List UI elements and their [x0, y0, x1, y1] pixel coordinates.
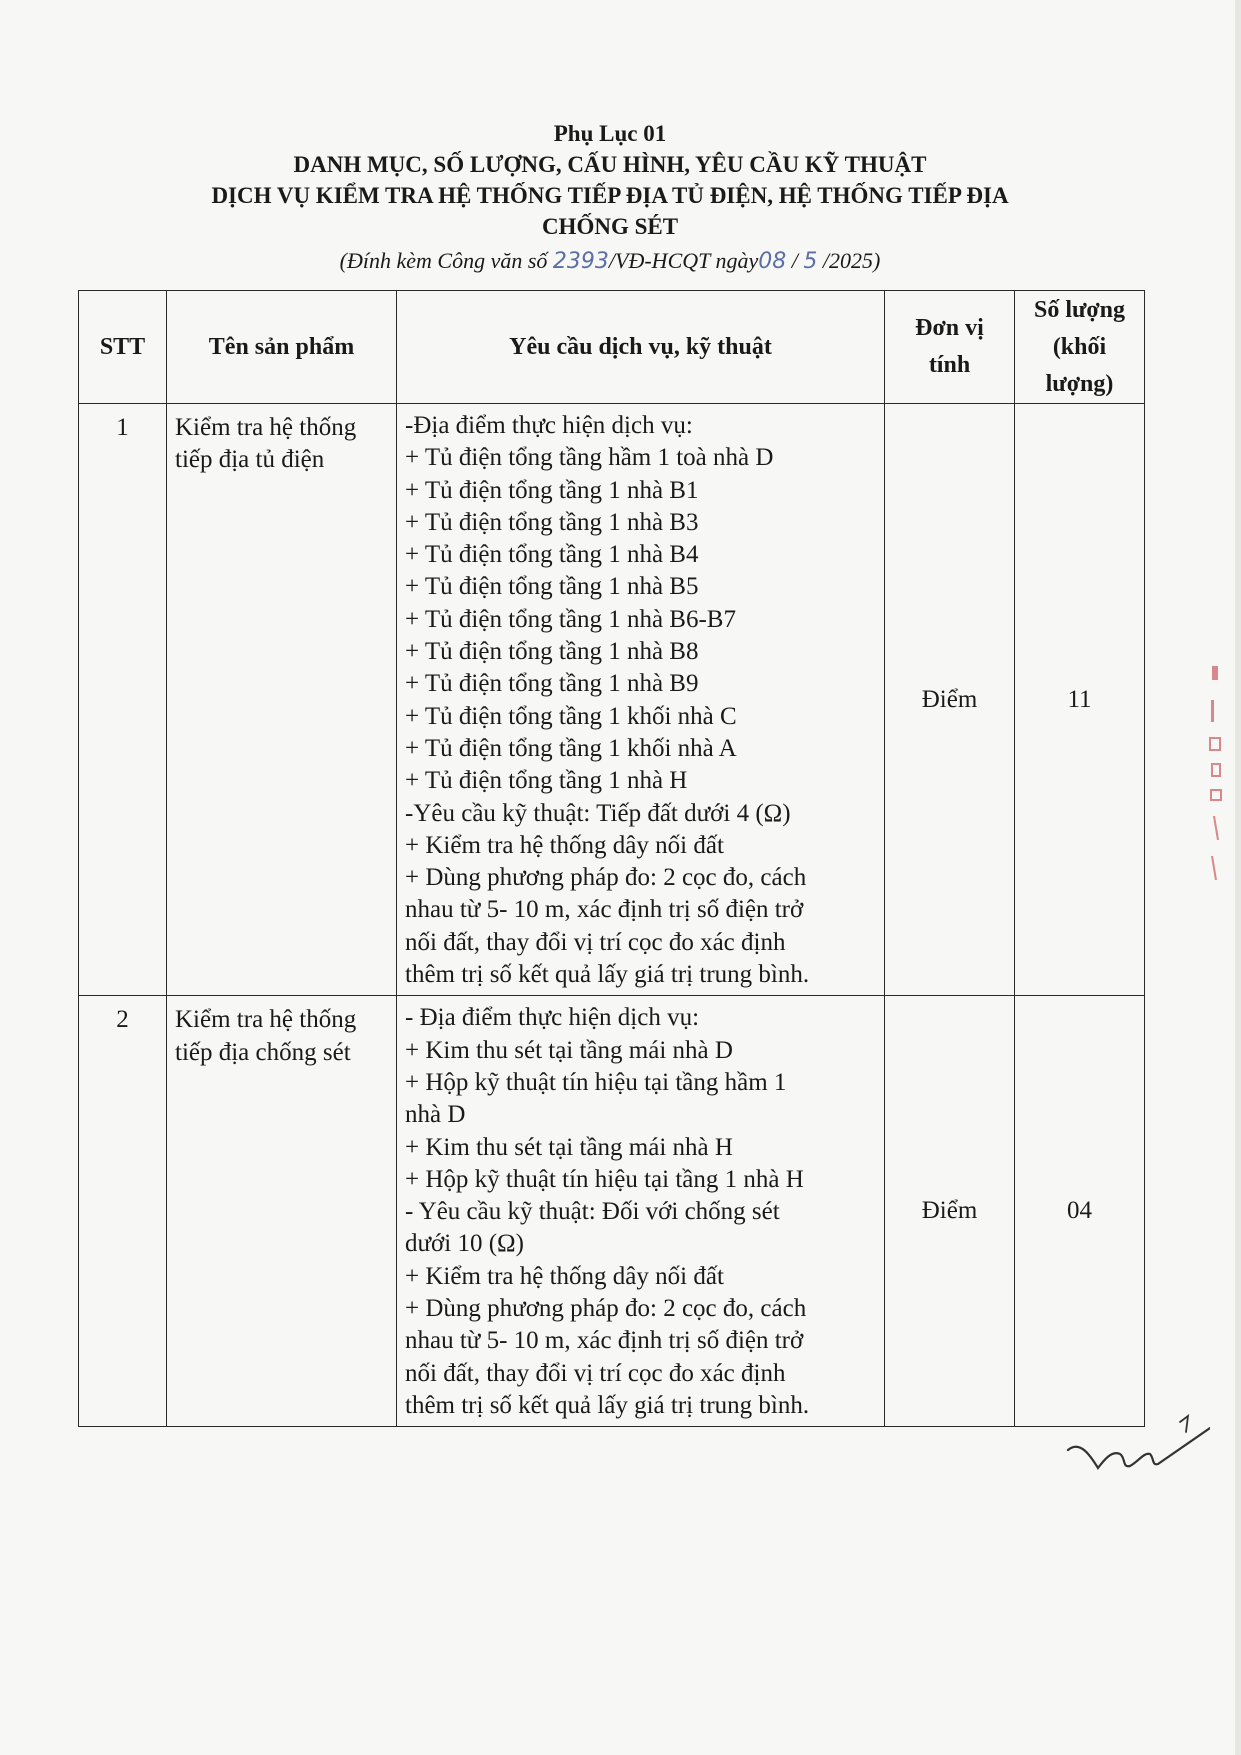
row-name-line-1: Kiểm tra hệ thống: [175, 1006, 357, 1034]
signature-mark: [1060, 1410, 1210, 1480]
header-stt: STT: [79, 291, 167, 404]
month-handwritten: 5: [803, 249, 818, 274]
req-line: thêm trị số kết quả lấy giá trị trung bình.: [405, 961, 810, 989]
table-row: [79, 404, 1145, 996]
row-name: [167, 996, 397, 1427]
req-line: + Kiểm tra hệ thống dây nối đất: [405, 831, 724, 859]
req-line: + Kiểm tra hệ thống dây nối đất: [405, 1262, 724, 1290]
row-stt: 1: [79, 404, 167, 996]
req-line: -Địa điểm thực hiện dịch vụ:: [405, 412, 693, 439]
attach-suffix: /2025): [817, 248, 881, 273]
header-qty-line-2: (khối: [1052, 333, 1107, 360]
req-line: - Yêu cầu kỹ thuật: Đối với chống sét: [405, 1198, 780, 1226]
row-qty: 04: [1015, 996, 1145, 1427]
header-unit-line-1: Đơn vị: [915, 315, 984, 341]
header-requirements: Yêu cầu dịch vụ, kỹ thuật: [397, 291, 885, 404]
header-qty-line-3: lượng): [1045, 370, 1114, 397]
req-line: + Kim thu sét tại tầng mái nhà D: [405, 1036, 733, 1064]
document-header: [80, 118, 1140, 279]
req-line: nối đất, thay đổi vị trí cọc đo xác định: [405, 1359, 786, 1387]
req-line: nhà D: [405, 1101, 466, 1129]
appendix-label: Phụ Lục 01: [553, 121, 667, 146]
req-line: - Địa điểm thực hiện dịch vụ:: [405, 1004, 700, 1032]
req-line: + Dùng phương pháp đo: 2 cọc đo, cách: [405, 1295, 807, 1323]
req-line: + Hộp kỹ thuật tín hiệu tại tầng hầm 1: [405, 1068, 787, 1096]
date-separator: /: [786, 248, 804, 273]
req-line: dưới 10 (Ω): [405, 1230, 524, 1258]
req-line: + Hộp kỹ thuật tín hiệu tại tầng 1 nhà H: [405, 1165, 804, 1193]
req-line: + Kim thu sét tại tầng mái nhà H: [405, 1133, 733, 1161]
req-line: + Tủ điện tổng tầng 1 khối nhà C: [405, 702, 737, 730]
row-name-line-2: tiếp địa tủ điện: [175, 446, 325, 474]
header-unit-line-2: tính: [928, 352, 971, 378]
req-line: + Tủ điện tổng tầng 1 nhà B8: [405, 638, 699, 666]
service-table: [78, 290, 1145, 1427]
row-qty: 11: [1015, 404, 1145, 996]
margin-stamp-marks: [1206, 660, 1226, 890]
req-line: + Tủ điện tổng tầng 1 nhà B1: [405, 476, 699, 504]
attachment-note: [80, 244, 1140, 279]
req-line: nhau từ 5- 10 m, xác định trị số điện trở: [405, 896, 804, 924]
title-line-2: DỊCH VỤ KIỂM TRA HỆ THỐNG TIẾP ĐỊA TỦ ĐIỆN, HỆ THỐNG TIẾP ĐỊA: [211, 183, 1009, 208]
table-row: [79, 996, 1145, 1427]
row-name-line-2: tiếp địa chống sét: [175, 1038, 351, 1066]
row-name-line-1: Kiểm tra hệ thống: [175, 414, 357, 441]
header-qty: [1015, 291, 1145, 404]
title-line-3: CHỐNG SÉT: [541, 214, 679, 239]
req-line: -Yêu cầu kỹ thuật: Tiếp đất dưới 4 (Ω): [405, 799, 791, 827]
row-unit: Điểm: [885, 996, 1015, 1427]
table-header-row: [79, 291, 1145, 404]
row-requirements: [397, 404, 885, 996]
req-line: thêm trị số kết quả lấy giá trị trung bình.: [405, 1391, 810, 1419]
header-qty-line-1: Số lượng: [1033, 296, 1126, 323]
req-line: + Tủ điện tổng tầng 1 nhà B6-B7: [405, 605, 736, 633]
row-requirements: [397, 996, 885, 1427]
day-handwritten: 08: [758, 249, 787, 274]
req-line: + Tủ điện tổng tầng 1 nhà B5: [405, 573, 699, 601]
req-line: + Tủ điện tổng tầng 1 khối nhà A: [405, 734, 737, 762]
row-unit: Điểm: [885, 404, 1015, 996]
row-name: [167, 404, 397, 996]
attach-mid: /VĐ-HCQT ngày: [608, 248, 759, 273]
req-line: nối đất, thay đổi vị trí cọc đo xác định: [405, 928, 786, 956]
req-line: nhau từ 5- 10 m, xác định trị số điện trở: [405, 1327, 804, 1355]
title-line-1: DANH MỤC, SỐ LƯỢNG, CẤU HÌNH, YÊU CẦU KỸ THUẬT: [293, 152, 927, 177]
req-line: + Tủ điện tổng tầng hầm 1 toà nhà D: [405, 444, 774, 472]
header-unit: [885, 291, 1015, 404]
doc-number-handwritten: 2393: [552, 249, 609, 274]
req-line: + Tủ điện tổng tầng 1 nhà B9: [405, 670, 699, 698]
req-line: + Tủ điện tổng tầng 1 nhà B3: [405, 508, 699, 536]
req-line: + Tủ điện tổng tầng 1 nhà H: [405, 767, 688, 795]
row-stt: 2: [79, 996, 167, 1427]
req-line: + Dùng phương pháp đo: 2 cọc đo, cách: [405, 864, 807, 892]
header-name: Tên sản phẩm: [167, 291, 397, 404]
req-line: + Tủ điện tổng tầng 1 nhà B4: [405, 541, 699, 569]
attach-prefix: (Đính kèm Công văn số: [339, 248, 553, 273]
